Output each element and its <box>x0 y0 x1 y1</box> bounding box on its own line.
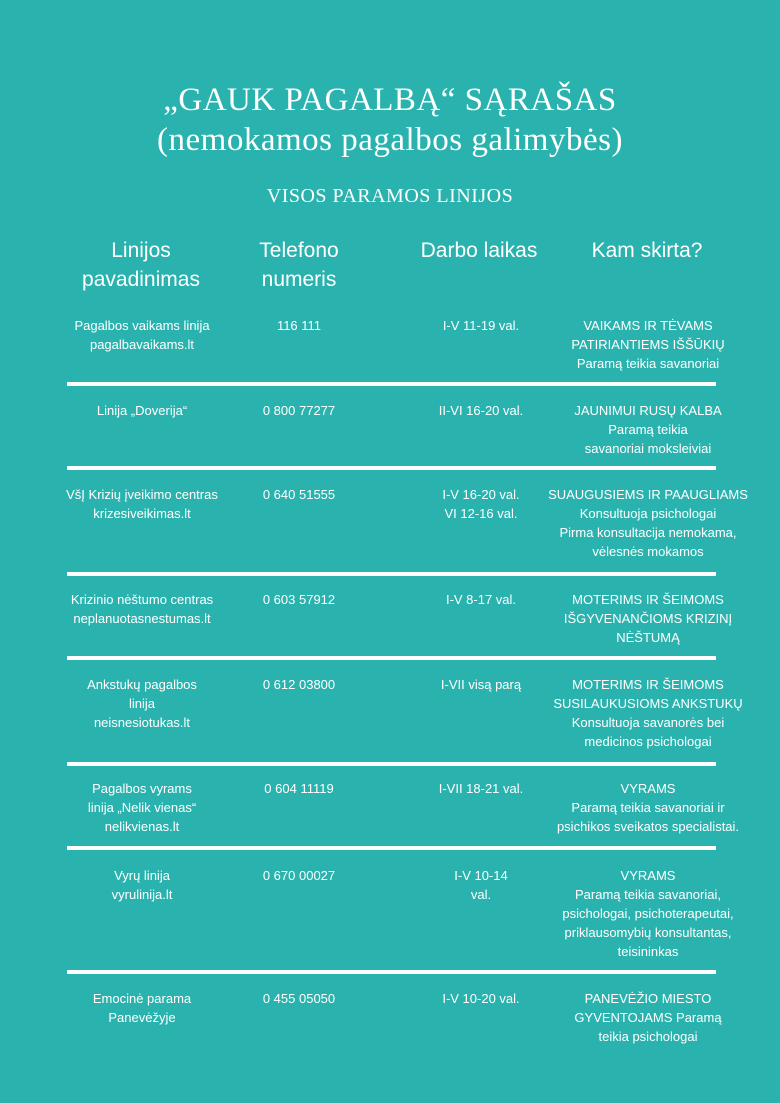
header-name-line: Linijos <box>111 239 171 262</box>
phone-number-text: 116 111 <box>276 318 322 333</box>
phone-number-text: 0 640 51555 <box>262 487 336 502</box>
row-divider <box>67 656 716 660</box>
line-website: krizesiveikimas.lt <box>93 506 191 521</box>
target-audience-text: PANEVĖŽIO MIESTO <box>584 991 712 1006</box>
working-hours <box>410 989 552 1008</box>
section-subtitle: VISOS PARAMOS LINIJOS <box>266 185 514 207</box>
target-audience-text: teisininkas <box>617 944 679 959</box>
line-name <box>46 401 238 420</box>
target-audience-text: medicinos psichologai <box>584 734 712 749</box>
phone-number <box>238 316 360 335</box>
working-hours-text: I-VII visą parą <box>440 677 522 692</box>
target-audience-text: SUAUGUSIEMS IR PAAUGLIAMS <box>548 487 748 502</box>
target-audience <box>532 485 764 561</box>
target-audience-text: IŠGYVENANČIOMS KRIZINĮ <box>563 611 733 626</box>
target-audience-text: Pirma konsultacija nemokama, <box>559 525 737 540</box>
line-name-text: Pagalbos vaikams linija <box>74 318 210 333</box>
target-audience-text: priklausomybių konsultantas, <box>564 925 732 940</box>
target-audience <box>532 675 764 751</box>
phone-number <box>238 989 360 1008</box>
working-hours-text: I-V 11-19 val. <box>442 318 520 333</box>
working-hours-text: II-VI 16-20 val. <box>438 403 524 418</box>
title-line-1: „GAUK PAGALBĄ“ SĄRAŠAS <box>163 82 617 118</box>
target-audience-text: VYRAMS <box>620 868 676 883</box>
working-hours-text: val. <box>470 887 492 902</box>
line-name <box>46 866 238 904</box>
target-audience-text: psichikos sveikatos specialistai. <box>556 819 740 834</box>
target-audience-text: Paramą teikia savanoriai <box>576 356 720 371</box>
working-hours <box>410 590 552 609</box>
line-name-text: Krizinio nėštumo centras <box>70 592 214 607</box>
target-audience-text: teikia psichologai <box>598 1029 698 1044</box>
phone-number-text: 0 612 03800 <box>262 677 336 692</box>
line-name <box>46 989 238 1027</box>
header-phone-line: Telefono <box>259 239 339 262</box>
phone-number <box>238 675 360 694</box>
target-audience <box>532 779 764 836</box>
line-name-text: linija „Nelik vienas“ <box>87 800 197 815</box>
line-name-text: linija <box>128 696 155 711</box>
header-phone-line: numeris <box>261 268 337 291</box>
working-hours <box>410 779 552 798</box>
target-audience-text: SUSILAUKUSIOMS ANKSTUKŲ <box>553 696 743 711</box>
working-hours-text: I-V 10-14 <box>454 868 508 883</box>
line-website: neplanuotasnestumas.lt <box>73 611 211 626</box>
line-name-text: Panevėžyje <box>108 1010 176 1025</box>
working-hours-text: I-V 10-20 val. <box>442 991 520 1006</box>
line-name-text: Ankstukų pagalbos <box>87 677 197 692</box>
row-divider <box>67 970 716 974</box>
target-audience <box>532 316 764 373</box>
target-audience-text: NĖŠTUMĄ <box>616 630 680 645</box>
target-audience-text: Paramą teikia <box>608 422 688 437</box>
target-audience-text: Paramą teikia savanoriai ir <box>571 800 725 815</box>
target-audience-text: Konsultuoja psichologai <box>579 506 717 521</box>
phone-number <box>238 485 360 504</box>
target-audience <box>532 989 764 1046</box>
target-audience-text: VAIKAMS IR TĖVAMS <box>583 318 713 333</box>
phone-number-text: 0 603 57912 <box>262 592 336 607</box>
line-name-text: Vyrų linija <box>114 868 170 883</box>
working-hours-text: I-V 16-20 val. <box>442 487 520 502</box>
row-divider <box>67 572 716 576</box>
phone-number-text: 0 670 00027 <box>262 868 336 883</box>
line-website: pagalbavaikams.lt <box>89 337 195 352</box>
header-purpose-line: Kam skirta? <box>591 239 703 262</box>
target-audience-text: MOTERIMS IR ŠEIMOMS <box>572 592 724 607</box>
phone-number <box>238 401 360 420</box>
line-website: nelikvienas.lt <box>104 819 180 834</box>
row-divider <box>67 846 716 850</box>
line-name <box>46 316 238 354</box>
target-audience <box>532 866 764 961</box>
target-audience-text: GYVENTOJAMS Paramą <box>574 1010 722 1025</box>
row-divider <box>67 466 716 470</box>
line-name-text: Emocinė parama <box>92 991 192 1006</box>
working-hours <box>410 401 552 420</box>
header-hours-line: Darbo laikas <box>420 239 538 262</box>
line-name-text: VšĮ Krizių įveikimo centras <box>66 487 218 502</box>
phone-number-text: 0 800 77277 <box>262 403 336 418</box>
working-hours <box>410 675 552 694</box>
target-audience-text: JAUNIMUI RUSŲ KALBA <box>574 403 722 418</box>
phone-number-text: 0 455 05050 <box>262 991 336 1006</box>
target-audience <box>532 590 764 647</box>
working-hours <box>410 866 552 904</box>
target-audience-text: psichologai, psichoterapeutai, <box>562 906 734 921</box>
target-audience-text: PATIRIANTIEMS IŠŠŪKIŲ <box>571 337 725 352</box>
header-hours <box>396 236 562 265</box>
page-title <box>0 80 780 160</box>
header-phone <box>238 236 360 294</box>
target-audience-text: Konsultuoja savanorės bei <box>571 715 725 730</box>
line-name <box>46 675 238 732</box>
line-name-text: Pagalbos vyrams <box>92 781 192 796</box>
header-name-line: pavadinimas <box>82 268 200 291</box>
working-hours-text: I-V 8-17 val. <box>445 592 517 607</box>
line-website: vyrulinija.lt <box>111 887 173 902</box>
target-audience-text: savanoriai moksleiviai <box>584 441 712 456</box>
row-divider <box>67 382 716 386</box>
phone-number <box>238 779 360 798</box>
working-hours <box>410 485 552 523</box>
header-purpose <box>560 236 734 265</box>
line-name <box>46 485 238 523</box>
title-line-2: (nemokamos pagalbos galimybės) <box>157 122 623 158</box>
working-hours <box>410 316 552 335</box>
target-audience-text: vėlesnės mokamos <box>592 544 704 559</box>
phone-number-text: 0 604 11119 <box>264 781 334 796</box>
target-audience-text: Paramą teikia savanoriai, <box>575 887 721 902</box>
phone-number <box>238 590 360 609</box>
row-divider <box>67 762 716 766</box>
line-name <box>46 590 238 628</box>
working-hours-text: I-VII 18-21 val. <box>438 781 524 796</box>
line-website: neisnesiotukas.lt <box>93 715 191 730</box>
working-hours-text: VI 12-16 val. <box>444 506 518 521</box>
target-audience <box>532 401 764 458</box>
line-name <box>46 779 238 836</box>
phone-number <box>238 866 360 885</box>
line-name-text: Linija „Doverija“ <box>96 403 188 418</box>
header-name <box>52 236 230 294</box>
target-audience-text: VYRAMS <box>620 781 676 796</box>
target-audience-text: MOTERIMS IR ŠEIMOMS <box>572 677 724 692</box>
